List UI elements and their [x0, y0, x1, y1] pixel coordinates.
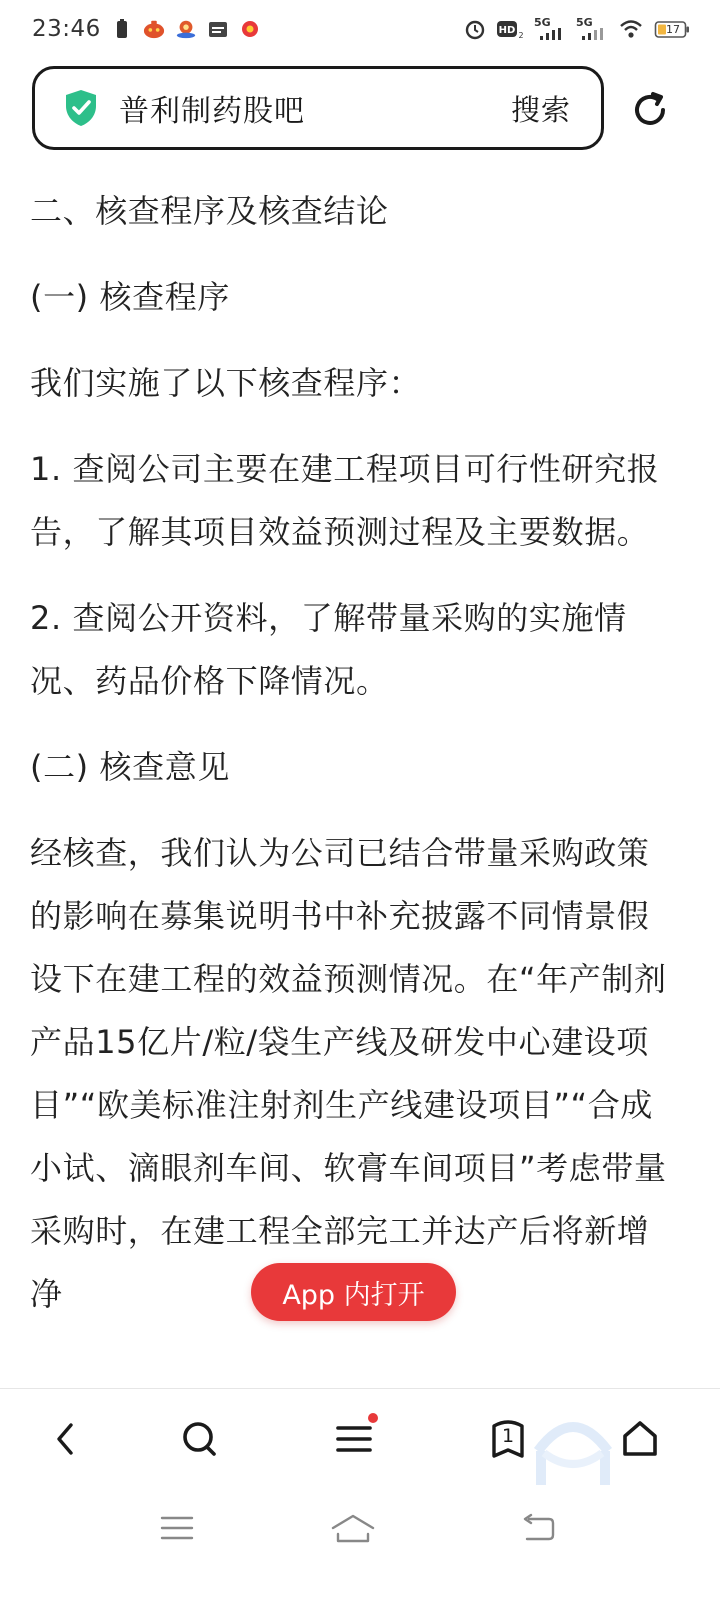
menu-icon: [335, 1423, 373, 1455]
mascot-icon: [528, 1409, 618, 1489]
home-button[interactable]: [612, 1411, 668, 1467]
back-arrow-icon: [519, 1513, 557, 1543]
hd-icon: [496, 18, 524, 40]
address-bar[interactable]: [32, 66, 604, 150]
system-navigation-bar: [0, 1490, 720, 1600]
svg-text:2: 2: [518, 31, 524, 40]
signal-label: 5G: [534, 16, 551, 29]
battery-level: 17: [666, 22, 680, 36]
recent-apps-button[interactable]: [147, 1508, 207, 1548]
article-body: [30, 180, 680, 1349]
app-notification-icon: [175, 18, 197, 40]
status-right: [464, 18, 690, 40]
battery-icon: [654, 18, 690, 40]
list-item: 1. 查阅公司主要在建工程项目可行性研究报告，了解其项目效益预测过程及主要数据。: [30, 450, 660, 551]
wifi-icon: [618, 18, 644, 40]
menu-button[interactable]: [326, 1411, 382, 1467]
paragraph: 我们实施了以下核查程序：: [30, 364, 422, 402]
search-icon: [180, 1419, 220, 1459]
refresh-button[interactable]: [628, 88, 672, 132]
signal-icon: [576, 18, 608, 40]
battery-saver-icon: [111, 18, 133, 40]
signal-label: 5G: [576, 16, 593, 29]
notification-dot: [368, 1413, 378, 1423]
status-left: [32, 16, 261, 42]
system-back-button[interactable]: [508, 1508, 568, 1548]
status-time: 23:46: [32, 16, 101, 42]
search-button[interactable]: 搜索: [510, 92, 571, 127]
tabs-count: 1: [501, 1425, 515, 1447]
search-tab-button[interactable]: [172, 1411, 228, 1467]
shield-check-icon: [63, 88, 99, 128]
system-home-button[interactable]: [323, 1508, 383, 1548]
home-icon: [620, 1419, 660, 1459]
svg-text:HD: HD: [498, 25, 516, 36]
calendar-icon: [207, 18, 229, 40]
app-notification-icon: [239, 18, 261, 40]
status-bar: [0, 0, 720, 58]
chevron-left-icon: [51, 1421, 81, 1457]
recent-apps-icon: [159, 1514, 195, 1542]
subsection-title: (二) 核查意见: [30, 748, 230, 786]
address-query[interactable]: 普利制药股吧: [119, 94, 305, 129]
back-button[interactable]: [38, 1411, 94, 1467]
list-item: 2. 查阅公开资料，了解带量采购的实施情况、药品价格下降情况。: [30, 599, 627, 700]
browser-toolbar: [0, 1388, 720, 1489]
subsection-title: (一) 核查程序: [30, 278, 230, 316]
home-outline-icon: [329, 1512, 377, 1544]
alarm-icon: [464, 18, 486, 40]
paragraph: 经核查，我们认为公司已结合带量采购政策的影响在募集说明书中补充披露不同情景假设下在建工程的效益预测情况。在“年产制剂产品15亿片/粒/袋生产线及研发中心建设项目”“欧美标准注射剂生产线建设项目”“合成小试、滴眼剂车间、软膏车间项目”考虑带量采购时，在建工程全部完工并达产后将新增净: [30, 834, 667, 1313]
section-title: 二、核查程序及核查结论: [30, 192, 389, 230]
refresh-icon: [630, 90, 670, 130]
signal-icon: [534, 18, 566, 40]
app-notification-icon: [143, 18, 165, 40]
open-in-app-button[interactable]: App 内打开: [251, 1263, 456, 1321]
